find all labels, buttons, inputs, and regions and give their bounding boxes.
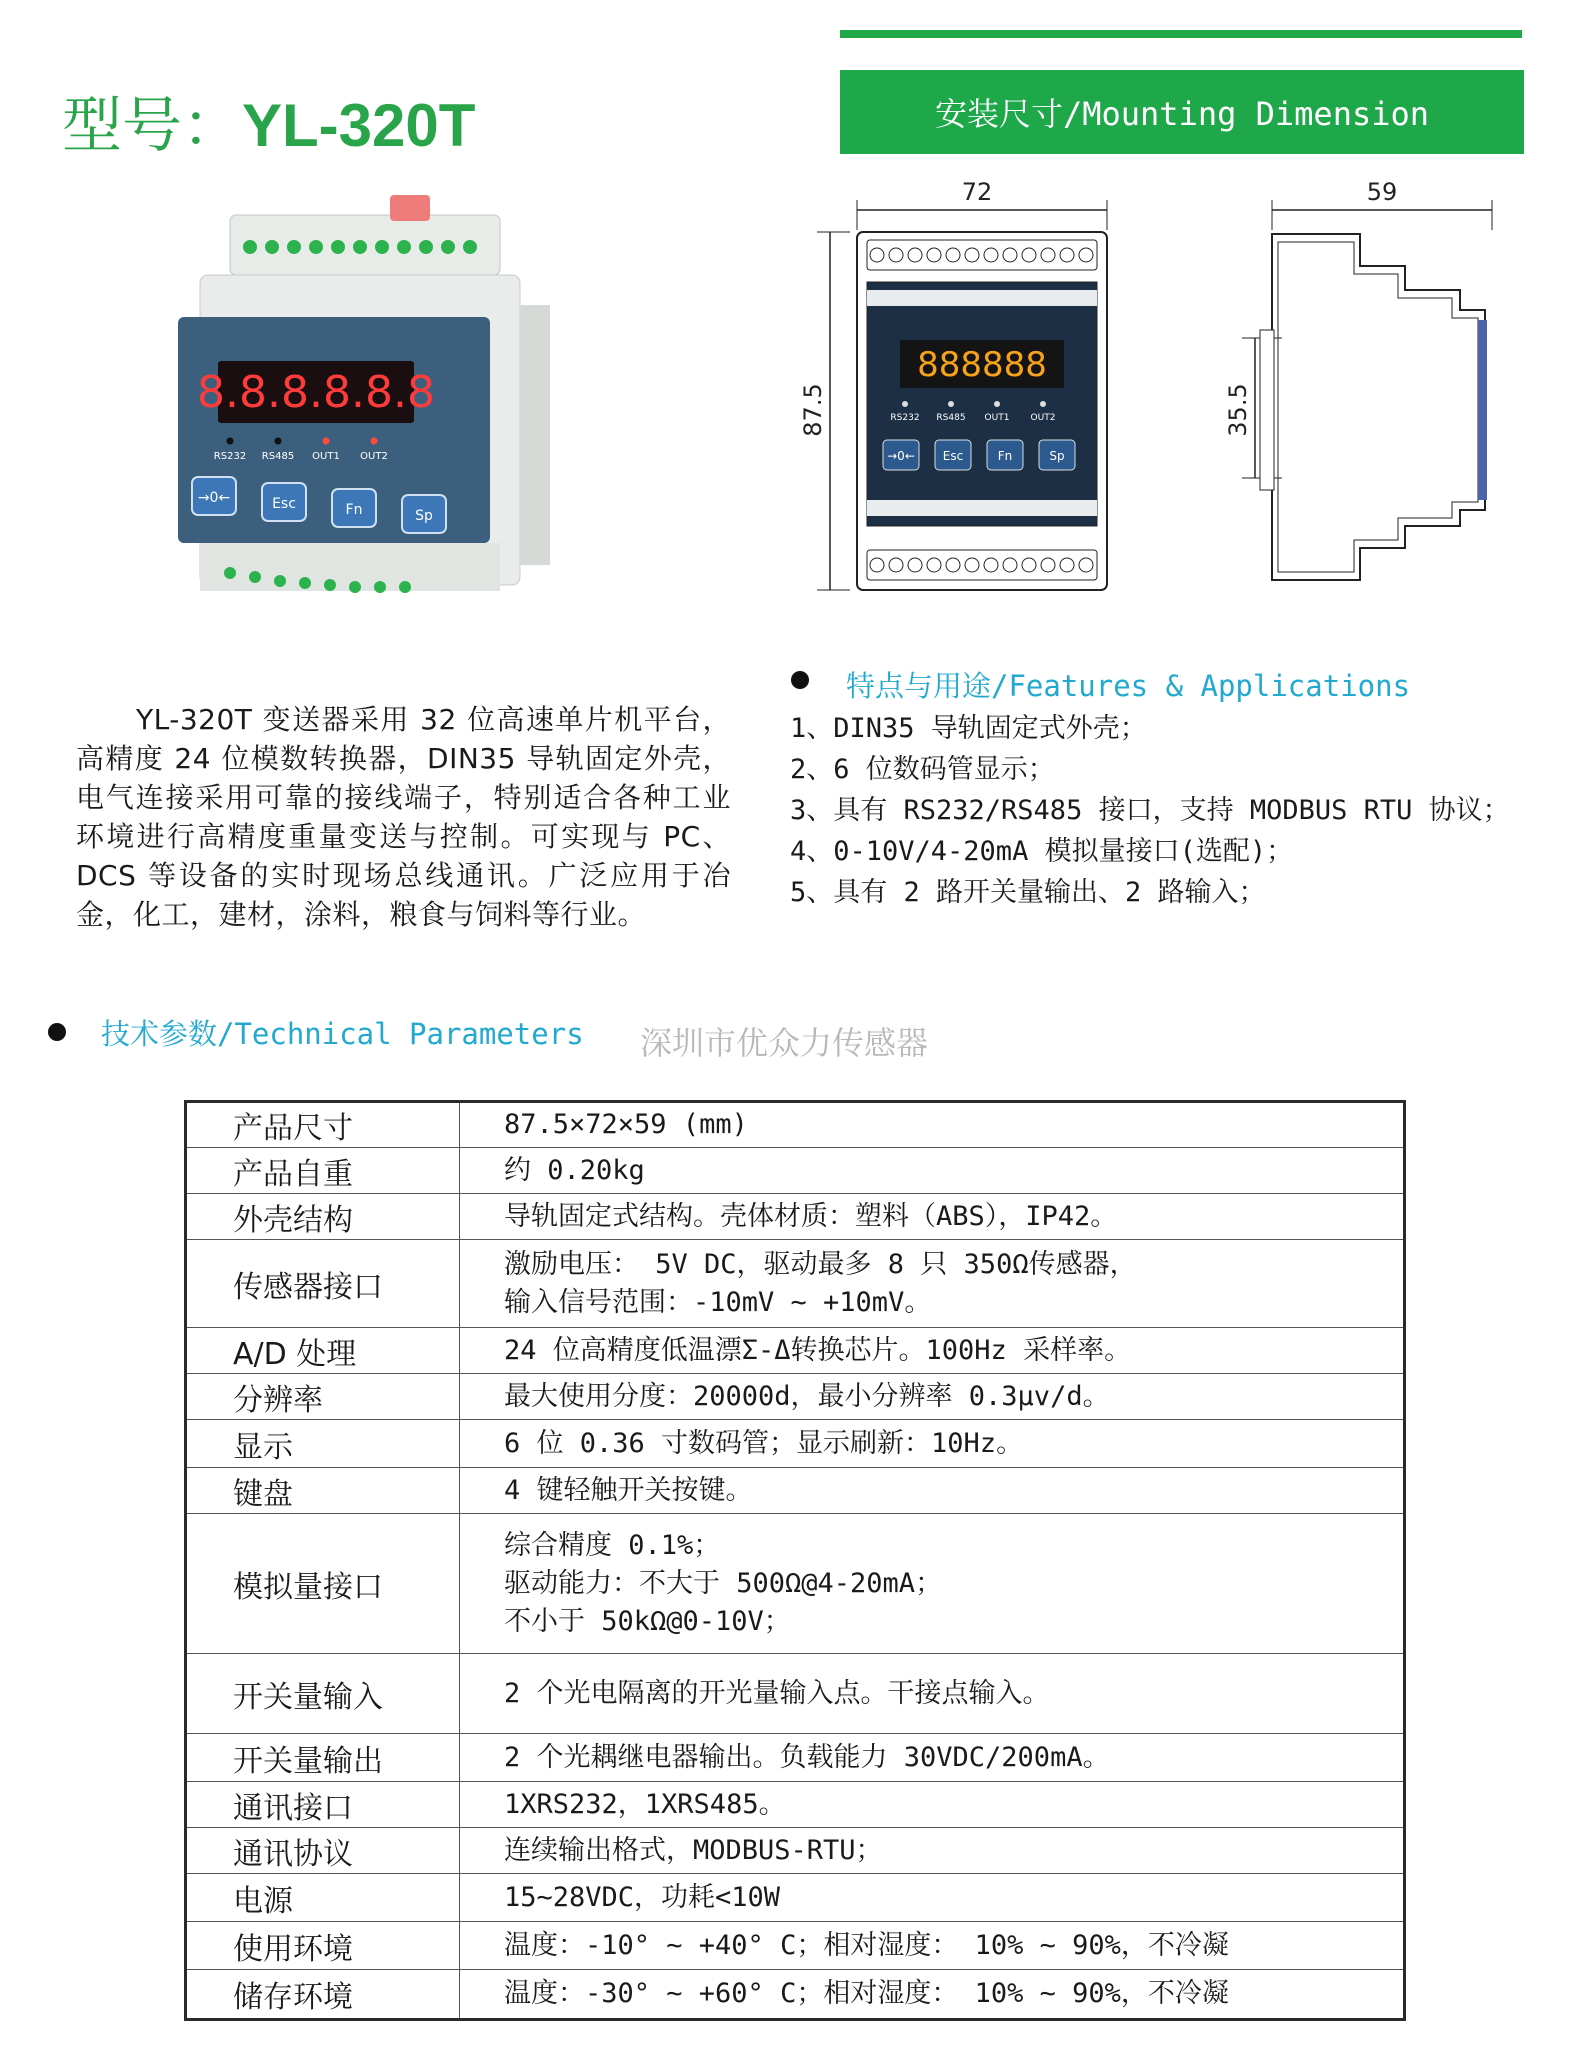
param-value-line: 约 0.20kg <box>504 1154 645 1186</box>
param-name: 产品尺寸 <box>186 1102 460 1148</box>
tech-heading: 技术参数/Technical Parameters <box>101 1017 584 1051</box>
bullet <box>48 1023 66 1041</box>
status-led <box>1040 401 1046 407</box>
param-value <box>460 1194 1405 1240</box>
table-row <box>186 1970 1405 2020</box>
model-title <box>62 78 475 164</box>
param-value <box>460 1970 1405 2020</box>
param-name: 键盘 <box>186 1468 460 1514</box>
status-led <box>371 438 378 445</box>
terminal-screw <box>1079 248 1093 262</box>
param-value-line: 4 键轻触开关按键。 <box>504 1474 753 1506</box>
led-label: OUT1 <box>984 413 1010 423</box>
param-value <box>460 1828 1405 1874</box>
terminal-screw <box>889 558 903 572</box>
param-value-line: 温度：-30° ~ +60° C；相对湿度： 10% ~ 90%，不冷凝 <box>504 1978 1229 2009</box>
led-display: 888888 <box>917 345 1047 385</box>
key-label: Esc <box>942 449 964 463</box>
led-label: RS232 <box>890 413 920 423</box>
table-row <box>186 1922 1405 1970</box>
param-value <box>460 1468 1405 1514</box>
param-value-line: 驱动能力：不大于 500Ω@4-20mA； <box>504 1567 943 1599</box>
key-label: →0← <box>887 449 915 463</box>
param-value <box>460 1654 1405 1734</box>
led-label: OUT2 <box>360 451 388 462</box>
status-led <box>902 401 908 407</box>
terminal-screw <box>946 248 960 262</box>
param-name: 通讯接口 <box>186 1782 460 1828</box>
front-panel <box>867 282 1097 526</box>
param-value-line: 导轨固定式结构。壳体材质：塑料（ABS），IP42。 <box>504 1200 1118 1232</box>
key-label: Sp <box>415 508 433 524</box>
key-label: →0← <box>197 490 231 506</box>
terminal-screw <box>1041 558 1055 572</box>
param-name: 开关量输出 <box>186 1734 460 1782</box>
terminal-screw <box>1079 558 1093 572</box>
param-value <box>460 1514 1405 1654</box>
param-value <box>460 1148 1405 1194</box>
param-name: 开关量输入 <box>186 1654 460 1734</box>
param-value-line: 2 个光耦继电器输出。负载能力 30VDC/200mA。 <box>504 1741 1110 1773</box>
status-led <box>275 438 282 445</box>
led-label: OUT2 <box>1030 413 1056 423</box>
led-label: RS485 <box>936 413 966 423</box>
led-display: 8.8.8.8.8.8 <box>197 367 435 418</box>
led-label: RS232 <box>213 451 247 462</box>
front-view-drawing <box>799 170 1125 610</box>
table-row <box>186 1240 1405 1328</box>
table-row <box>186 1328 1405 1374</box>
param-name: 储存环境 <box>186 1970 460 2020</box>
status-led <box>948 401 954 407</box>
key-label: Fn <box>345 502 363 518</box>
model-number: YL-320T <box>242 92 476 159</box>
param-value <box>460 1782 1405 1828</box>
height-dimension: 87.5 <box>799 383 827 437</box>
feature-item: 4、0-10V/4-20mA 模拟量接口(选配)； <box>790 836 1294 867</box>
terminal-screw <box>1022 248 1036 262</box>
table-row <box>186 1874 1405 1922</box>
terminal-screw <box>870 248 884 262</box>
feature-item: 2、6 位数码管显示； <box>790 754 1055 785</box>
feature-item: 5、具有 2 路开关量输出、2 路输入； <box>790 877 1266 908</box>
release-tab <box>390 195 430 221</box>
device-photo <box>160 185 580 605</box>
company-name: 深圳市优众力传感器 <box>640 1024 929 1062</box>
param-value <box>460 1240 1405 1328</box>
terminal-screw <box>1041 248 1055 262</box>
table-row <box>186 1194 1405 1240</box>
param-value <box>460 1328 1405 1374</box>
status-led <box>227 438 234 445</box>
param-name: 使用环境 <box>186 1922 460 1970</box>
terminal-screw <box>908 558 922 572</box>
terminal-screw <box>889 248 903 262</box>
bullet <box>791 671 809 689</box>
terminal-screw <box>1060 248 1074 262</box>
side-view-drawing <box>1220 170 1520 610</box>
param-value-line: 输入信号范围：-10mV ~ +10mV。 <box>504 1286 932 1318</box>
terminal-screw <box>1022 558 1036 572</box>
depth-dimension: 59 <box>1366 178 1398 206</box>
terminal-screw <box>984 558 998 572</box>
terminal-screw <box>1003 558 1017 572</box>
param-value-line: 24 位高精度低温漂Σ-Δ转换芯片。100Hz 采样率。 <box>504 1334 1132 1366</box>
param-value <box>460 1420 1405 1468</box>
led-label: OUT1 <box>312 451 340 462</box>
param-value-line: 6 位 0.36 寸数码管；显示刷新：10Hz。 <box>504 1427 1024 1459</box>
param-value-line: 最大使用分度：20000d，最小分辨率 0.3μv/d。 <box>504 1380 1110 1412</box>
param-value-line: 1XRS232，1XRS485。 <box>504 1788 786 1820</box>
status-led <box>994 401 1000 407</box>
terminal-screw <box>927 558 941 572</box>
led-label: RS485 <box>261 451 295 462</box>
terminal-screw <box>1003 248 1017 262</box>
rail-dimension: 35.5 <box>1224 383 1252 437</box>
top-rule <box>840 30 1522 38</box>
param-value-line: 15~28VDC，功耗<10W <box>504 1881 781 1913</box>
intro-paragraph: YL-320T 变送器采用 32 位高速单片机平台，高精度 24 位模数转换器，DIN35 导轨固定外壳，电气连接采用可靠的接线端子，特别适合各种工业环境进行高精度重量变送与控制。可实现与 PC、DCS 等设备的实时现场总线通讯。广泛应用于冶金，化工，建材，涂料，粮食与饲料等行业。 <box>76 703 731 931</box>
key-label: Sp <box>1049 449 1065 463</box>
param-name: 产品自重 <box>186 1148 460 1194</box>
mounting-dimension-banner: 安装尺寸/Mounting Dimension <box>840 70 1524 154</box>
feature-item: 3、具有 RS232/RS485 接口，支持 MODBUS RTU 协议； <box>790 795 1510 826</box>
parameters-table <box>184 1100 1406 2021</box>
terminal-screw <box>908 248 922 262</box>
param-value <box>460 1922 1405 1970</box>
param-name: 传感器接口 <box>186 1240 460 1328</box>
width-dimension: 72 <box>961 178 993 206</box>
param-value-line: 2 个光电隔离的开光量输入点。干接点输入。 <box>504 1677 1050 1709</box>
terminal-screw <box>965 558 979 572</box>
table-row <box>186 1654 1405 1734</box>
param-value-line: 综合精度 0.1%； <box>504 1529 721 1561</box>
param-name: 模拟量接口 <box>186 1514 460 1654</box>
table-row <box>186 1514 1405 1654</box>
terminal-screw <box>946 558 960 572</box>
table-row <box>186 1734 1405 1782</box>
param-name: 显示 <box>186 1420 460 1468</box>
table-row <box>186 1420 1405 1468</box>
key-label: Esc <box>272 496 296 512</box>
terminal-screw <box>927 248 941 262</box>
param-value-line: 不小于 50kΩ@0-10V； <box>504 1605 791 1637</box>
features-list <box>790 708 1510 913</box>
table-row <box>186 1782 1405 1828</box>
feature-item: 1、DIN35 导轨固定式外壳； <box>790 713 1147 744</box>
status-led <box>323 438 330 445</box>
terminal-screw <box>965 248 979 262</box>
terminal-screw <box>870 558 884 572</box>
table-row <box>186 1468 1405 1514</box>
param-value <box>460 1374 1405 1420</box>
param-name: 分辨率 <box>186 1374 460 1420</box>
model-prefix: 型号： <box>62 91 242 161</box>
param-value-line: 连续输出格式，MODBUS-RTU； <box>504 1834 883 1866</box>
param-value <box>460 1102 1405 1148</box>
param-name: 通讯协议 <box>186 1828 460 1874</box>
key-label: Fn <box>997 449 1013 463</box>
terminal-screw <box>1060 558 1074 572</box>
table-row <box>186 1374 1405 1420</box>
table-row <box>186 1102 1405 1148</box>
features-heading: 特点与用途/Features & Applications <box>846 669 1411 703</box>
param-value-line: 温度：-10° ~ +40° C；相对湿度： 10% ~ 90%，不冷凝 <box>504 1929 1229 1961</box>
param-name: A/D 处理 <box>186 1328 460 1374</box>
param-value-line: 激励电压： 5V DC，驱动最多 8 只 350Ω传感器， <box>504 1248 1137 1280</box>
terminal-screw <box>984 248 998 262</box>
table-row <box>186 1148 1405 1194</box>
table-row <box>186 1828 1405 1874</box>
param-value <box>460 1734 1405 1782</box>
param-name: 外壳结构 <box>186 1194 460 1240</box>
param-name: 电源 <box>186 1874 460 1922</box>
param-value-line: 87.5×72×59 (mm) <box>504 1109 748 1140</box>
param-value <box>460 1874 1405 1922</box>
